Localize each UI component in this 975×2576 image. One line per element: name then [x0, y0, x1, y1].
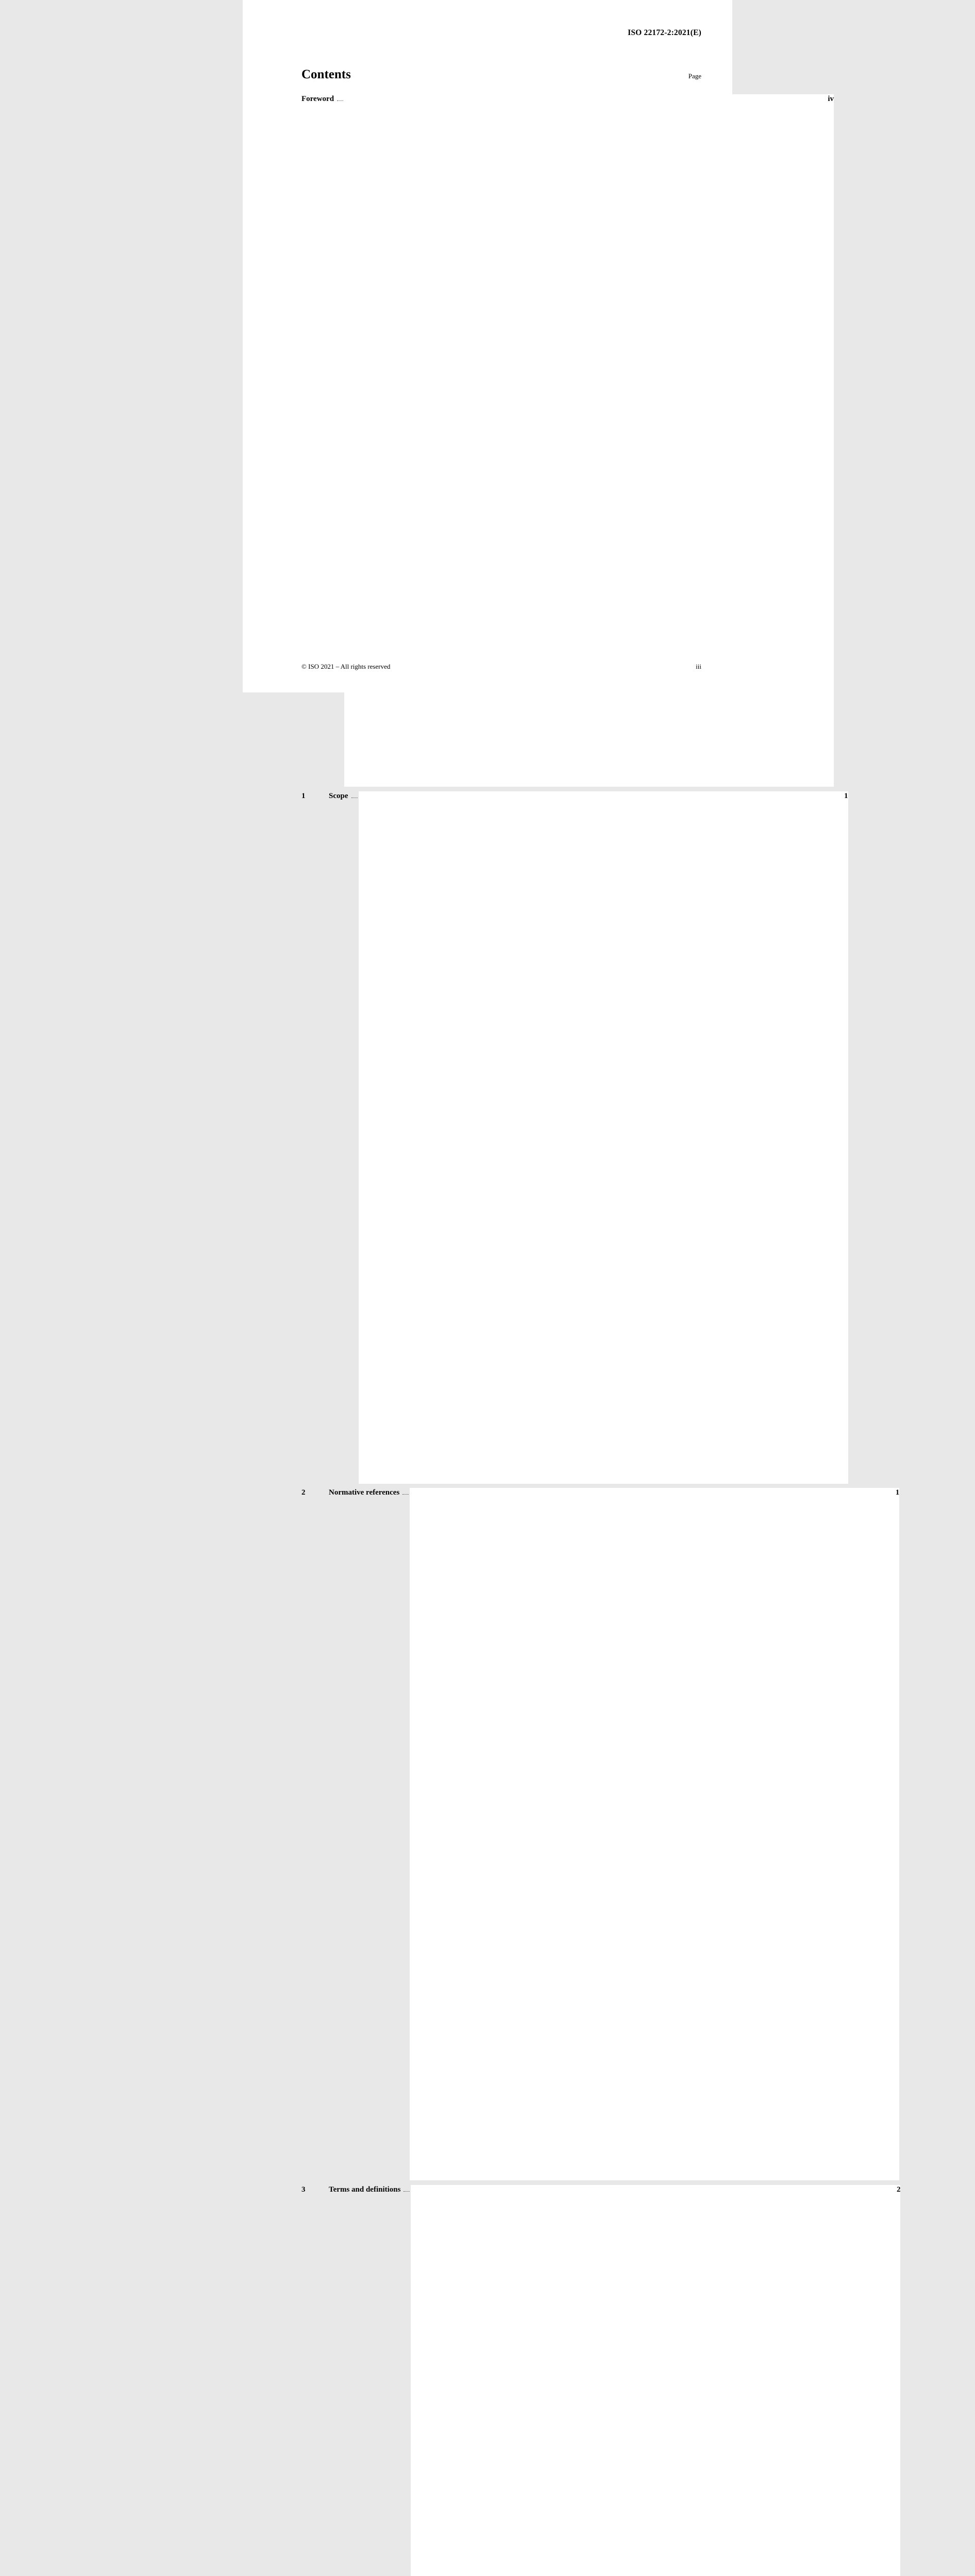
dot-leader	[404, 2191, 410, 2192]
toc-entry	[301, 94, 701, 787]
page-number: iii	[696, 663, 701, 671]
contents-title: Contents	[301, 67, 351, 82]
toc-entry-label: Scope	[329, 791, 348, 802]
toc-list	[301, 94, 701, 2576]
toc-entry-page: 1	[359, 791, 848, 1484]
dot-leader	[337, 100, 343, 101]
page-footer	[301, 663, 701, 671]
document-page	[243, 0, 732, 692]
dot-leader	[351, 797, 358, 798]
toc-entry-page: iv	[344, 94, 834, 787]
toc-entry	[301, 791, 701, 1484]
copyright-notice: © ISO 2021 – All rights reserved	[301, 663, 390, 671]
toc-entry	[301, 1488, 701, 2180]
toc-entry-label: Normative references	[329, 1488, 399, 1498]
dot-leader	[402, 1494, 409, 1495]
toc-entry	[301, 2185, 701, 2576]
toc-entry-page: 2	[411, 2185, 900, 2576]
toc-entry-page: 1	[410, 1488, 899, 2180]
toc-entry-number: 3	[301, 2185, 329, 2195]
toc-entry-number: 2	[301, 1488, 329, 1498]
toc-title-row	[301, 67, 701, 82]
toc-content	[301, 67, 701, 2576]
toc-entry-number: 1	[301, 791, 329, 802]
toc-entry-label: Foreword	[301, 94, 334, 105]
page-column-label: Page	[688, 72, 701, 80]
toc-entry-label: Terms and definitions	[329, 2185, 400, 2195]
document-reference: ISO 22172-2:2021(E)	[628, 28, 701, 38]
